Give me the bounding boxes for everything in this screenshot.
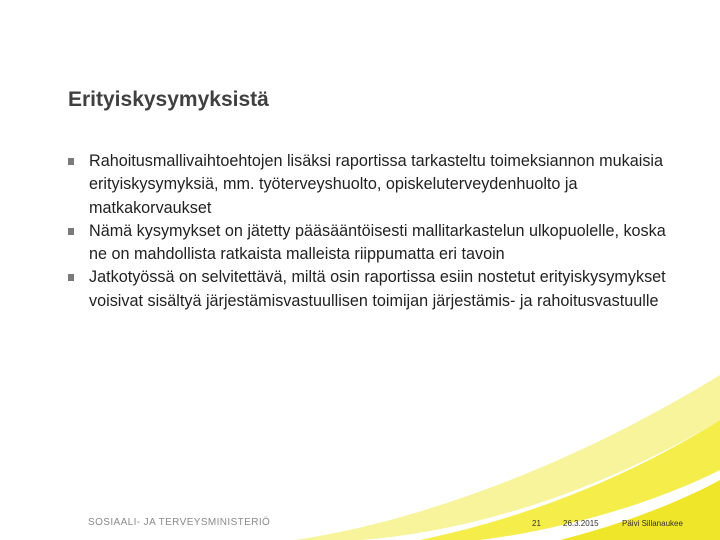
organization-logo-text: SOSIAALI- JA TERVEYSMINISTERIÖ: [88, 517, 271, 528]
bullet-item: [68, 266, 668, 313]
footer-date: 26.3.2015: [563, 519, 599, 528]
square-bullet-icon: [68, 274, 74, 281]
footer-author: Päivi Sillanaukee: [622, 519, 683, 528]
bullet-text: Jatkotyössä on selvitettävä, miltä osin raportissa esiin nostetut erityiskysymykset voisivat sisältyä järjestämisvastuullisen toimijan järjestämis- ja rahoitusvastuulle: [89, 268, 666, 310]
bullet-text: Nämä kysymykset on jätetty pääsääntöisesti mallitarkastelun ulkopuolelle, koska ne on mahdollista ratkaista malleista riippumatta eri tavoin: [89, 221, 666, 264]
bullet-item: [68, 220, 668, 267]
page-number: 21: [532, 519, 541, 528]
bullet-list: [68, 150, 668, 313]
bullet-text: Rahoitusmallivaihtoehtojen lisäksi raportissa tarkasteltu toimeksiannon mukaisia erityiskysymyksiä, mm. työterveyshuolto, opiskeluterveydenhuolto ja matkakorvaukset: [89, 152, 664, 217]
slide-title: Erityiskysymyksistä: [68, 88, 269, 111]
square-bullet-icon: [68, 228, 74, 235]
bullet-item: [68, 150, 668, 220]
square-bullet-icon: [68, 158, 74, 165]
